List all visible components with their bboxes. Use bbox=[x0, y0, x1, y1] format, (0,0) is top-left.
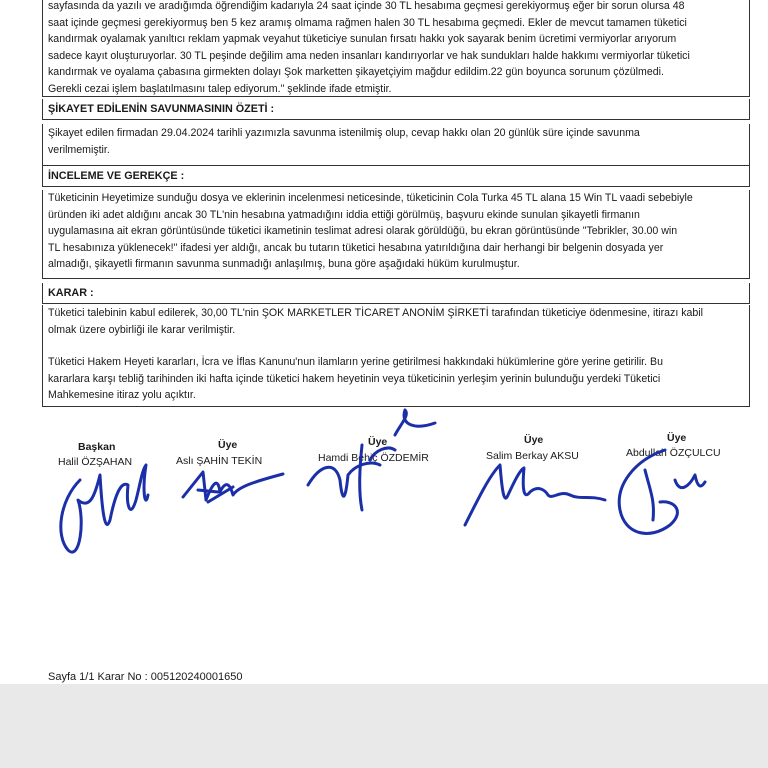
review-heading: İNCELEME VE GEREKÇE : bbox=[48, 170, 185, 182]
defense-section bbox=[42, 124, 750, 166]
review-text: Tüketicinin Heyetimize sunduğu dosya ve eklerinin incelenmesi neticesinde, tüketicinin Cola Turka 45 TL alana 15 Win TL vaadi sebebiyle üründen iki adet aldığını ancak 30 TL'nin hesabına yatmadığını iddia ettiği görülmüş, başvuru ekinde sunulan şikayetli firmanın uygulamasına ait ekran görüntüsünde tüketici ikametinin teslimat adresi olarak görüldüğü, bu ekran görüntüsünde "Tebrikler, 30.00 win TL hesabınıza yüklenecek!" ifadesi yer aldığı, ancak bu tutarın tüketici hesabına yatırıldığına dair herhangi bir belgenin dosyada yer almadığı, şikayetli firmanın savunma sunmadığı anlaşılmış, buna göre aşağıdaki hüküm kurulmuştur. bbox=[48, 192, 693, 270]
decision-section bbox=[42, 305, 750, 407]
review-heading-box bbox=[42, 166, 750, 187]
signature-3-icon bbox=[300, 405, 450, 515]
decision-text-1: Tüketici talebinin kabul edilerek, 30,00 TL'nin ŞOK MARKETLER TİCARET ANONİM ŞİRKETİ tarafından tüketiciye ödenmesine, itirazı kabil olmak üzere oybirliği ile karar verilmiştir. bbox=[48, 307, 704, 336]
signatory-name-1: Halil ÖZŞAHAN bbox=[58, 456, 133, 468]
signatory-title-2: Üye bbox=[218, 439, 238, 451]
complaint-text: sayfasında da yazılı ve aradığımda öğrendiğim kadarıyla 24 saat içinde 30 TL hesabıma geçmesi gerekiyormuş eğer bir sorun olursa 48 saat içinde geçmesi gerekiyormuş ben 5 kez aramış olmama rağmen halen 30 TL hesabıma geçmedi. Ekler de mevcut tamamen tüketici kandırmak oyalamak yanıltıcı reklam yapmak veyahut tüketiciye sunulan fırsatı hakkı yok sayarak benim ücretimi vermiyorlar arıyorum sadece kayıt oluşturuyorlar. 30 TL peşinde değilim ama neden insanları kandırıyorlar ve hak sundukları halde hakkımı vermiyorlar tüketici kandırmak ve oyalama çabasına girmekten dolayı Şok marketten şikayetçiyim mağdur edildim.22 gün boyunca sorunum çözülmedi. Gerekli cezai işlem başlatılmasını talep ediyorum." şeklinde ifade etmiştir. bbox=[48, 0, 690, 95]
signature-2-icon bbox=[178, 462, 288, 512]
signatory-name-3: Hamdi Behiç ÖZDEMİR bbox=[318, 452, 429, 464]
signature-4-icon bbox=[460, 450, 610, 530]
defense-heading-box bbox=[42, 99, 750, 120]
complaint-section bbox=[42, 0, 750, 97]
signatory-title-5: Üye bbox=[667, 432, 687, 444]
signatory-name-4: Salim Berkay AKSU bbox=[486, 450, 579, 462]
signatory-title-3: Üye bbox=[368, 436, 388, 448]
signature-1-icon bbox=[50, 440, 160, 570]
signatory-title-1: Başkan bbox=[78, 441, 116, 453]
page-footer: Sayfa 1/1 Karar No : 005120240001650 bbox=[48, 671, 243, 683]
signature-5-icon bbox=[605, 440, 715, 550]
decision-heading: KARAR : bbox=[48, 287, 94, 299]
defense-text: Şikayet edilen firmadan 29.04.2024 tarihli yazımızla savunma istenilmiş olup, cevap hakkı olan 20 günlük süre içinde savunma verilmemiştir. bbox=[48, 127, 640, 156]
signatory-title-4: Üye bbox=[524, 434, 544, 446]
review-section bbox=[42, 190, 750, 279]
defense-heading: ŞİKAYET EDİLENİN SAVUNMASININ ÖZETİ : bbox=[48, 103, 275, 115]
decision-text-2: Tüketici Hakem Heyeti kararları, İcra ve İflas Kanunu'nun ilamların yerine getirilmesi hakkındaki hükümlerine göre yerine getirilir. Bu kararlara karşı tebliğ tarihinden iki hafta içinde tüketici hakem heyetinin veya tüketicinin yerleşim yerinin bulunduğu yerdeki Tüketici Mahkemesine itiraz yolu açıktır. bbox=[48, 356, 663, 401]
decision-heading-box bbox=[42, 283, 750, 304]
signatory-name-5: Abdullah ÖZÇULCU bbox=[626, 447, 721, 459]
signatory-name-2: Aslı ŞAHİN TEKİN bbox=[176, 455, 263, 467]
